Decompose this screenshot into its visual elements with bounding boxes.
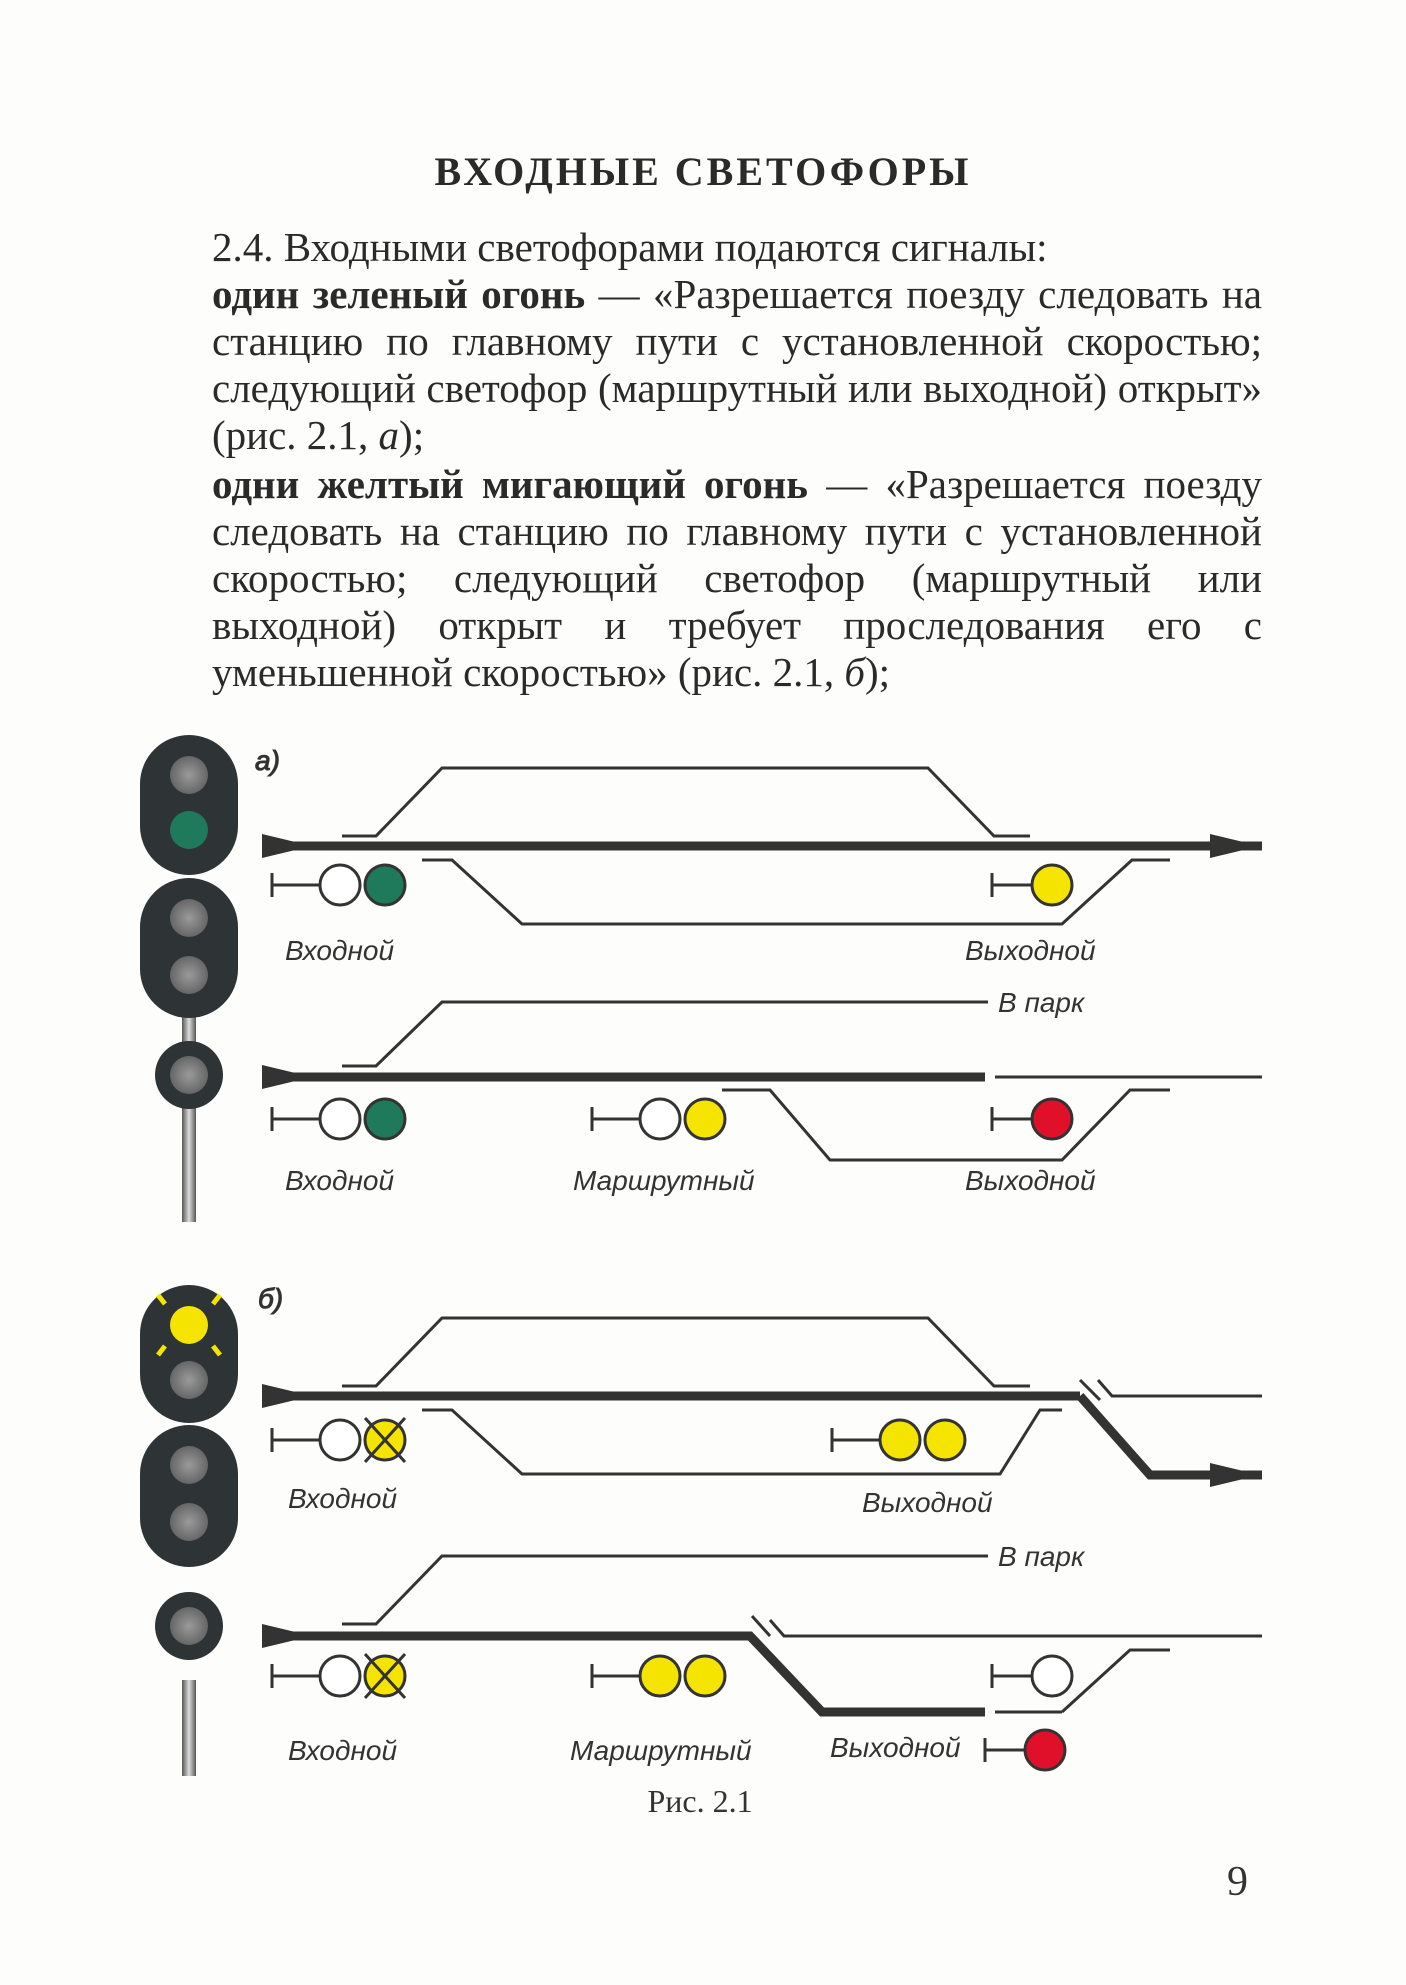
- diagram-b-scheme-2: [262, 1541, 1262, 1770]
- label-entry: Входной: [285, 1165, 395, 1196]
- clause-number: 2.4.: [212, 224, 274, 270]
- red-lamp: [1032, 1099, 1072, 1139]
- label-to-park: В парк: [998, 987, 1085, 1018]
- arrow-icon: [262, 1065, 312, 1089]
- unlit-lamp: [170, 1361, 208, 1399]
- signal1-end: );: [399, 412, 425, 458]
- park-track: [342, 1556, 988, 1624]
- white-lamp: [1032, 1656, 1072, 1696]
- yellow-lamp: [925, 1420, 965, 1460]
- white-lamp: [640, 1099, 680, 1139]
- label-exit: Выходной: [965, 935, 1096, 966]
- green-lamp: [365, 1099, 405, 1139]
- switch: [752, 1616, 770, 1636]
- white-lamp: [320, 1099, 360, 1139]
- unlit-lamp: [170, 1503, 208, 1541]
- label-entry: Входной: [285, 935, 395, 966]
- label-route: Маршрутный: [570, 1735, 752, 1766]
- signal2-dash: —: [807, 461, 886, 507]
- park-track: [342, 1002, 988, 1066]
- yellow-lamp: [1032, 865, 1072, 905]
- label-route: Маршрутный: [573, 1165, 755, 1196]
- diverging-track: [1080, 1396, 1262, 1475]
- unlit-lamp: [170, 756, 208, 794]
- page-number: 9: [1227, 1859, 1248, 1905]
- yellow-lamp: [640, 1656, 680, 1696]
- figure-marker-a: а): [255, 745, 280, 776]
- unlit-lamp: [170, 956, 208, 994]
- arrow-icon: [262, 834, 312, 858]
- siding-track: [342, 768, 1030, 836]
- signal-head-upper: [140, 1285, 238, 1423]
- signal1-dash: —: [585, 271, 654, 317]
- diagram-a-scheme-1: [255, 745, 1262, 966]
- signal2-end: );: [865, 649, 891, 695]
- diagram-b-scheme-1: [258, 1283, 1262, 1518]
- track: [770, 1620, 1262, 1636]
- yellow-lamp: [685, 1656, 725, 1696]
- label-entry: Входной: [288, 1483, 398, 1514]
- entry-signal-a-illustration: [140, 735, 238, 1222]
- entry-signal-b-illustration: [140, 1285, 238, 1776]
- green-lamp: [365, 865, 405, 905]
- red-lamp: [1025, 1730, 1065, 1770]
- figure-marker-b: б): [258, 1283, 284, 1314]
- section-heading: ВХОДНЫЕ СВЕТОФОРЫ: [434, 149, 972, 194]
- white-lamp: [320, 1656, 360, 1696]
- diagram-a-scheme-2: [262, 987, 1262, 1196]
- intro-text: Входными светофорами подаются сигналы:: [273, 224, 1048, 270]
- arrow-icon: [1210, 834, 1260, 858]
- signal-mast: [182, 1680, 196, 1776]
- arrow-icon: [262, 1624, 312, 1648]
- arrow-icon: [262, 1384, 312, 1408]
- unlit-lamp: [170, 1607, 208, 1645]
- unlit-lamp: [170, 899, 208, 937]
- label-to-park: В парк: [998, 1541, 1085, 1572]
- white-lamp: [320, 865, 360, 905]
- unlit-lamp: [170, 1056, 208, 1094]
- arrow-icon: [1210, 1463, 1260, 1487]
- white-lamp: [320, 1420, 360, 1460]
- yellow-lamp: [685, 1099, 725, 1139]
- track: [1098, 1380, 1262, 1396]
- signal2-text: «Разрешается поезду следовать на станцию по главному пути с установленной скоростью; следующий светофор (маршрутный или выходной) открыт и требует проследования его с уменьшенной скоростью» (рис. 2.1,: [212, 461, 1263, 695]
- siding-track: [342, 1318, 1030, 1386]
- siding-track: [722, 1090, 1170, 1160]
- green-lamp: [170, 811, 208, 849]
- signal2-figure-ref: б: [834, 649, 866, 695]
- siding-track: [1062, 1650, 1170, 1712]
- signal1-name: один зеленый огонь: [212, 271, 586, 317]
- figure-caption: Рис. 2.1: [647, 1783, 753, 1819]
- label-entry: Входной: [288, 1735, 398, 1766]
- unlit-lamp: [170, 1446, 208, 1484]
- signal1-figure-ref: а: [368, 412, 400, 458]
- signal2-name: одни желтый мигающий огонь: [212, 461, 808, 507]
- signal1-text: «Разрешается поезду следовать на станцию по главному пути с установленной скоростью; следующий светофор (маршрутный или выходной) открыт» (рис. 2.1,: [212, 271, 1262, 458]
- label-exit: Выходной: [965, 1165, 1096, 1196]
- yellow-lamp: [880, 1420, 920, 1460]
- label-exit: Выходной: [862, 1487, 993, 1518]
- label-exit: Выходной: [830, 1732, 961, 1763]
- flashing-yellow-lamp: [170, 1306, 208, 1344]
